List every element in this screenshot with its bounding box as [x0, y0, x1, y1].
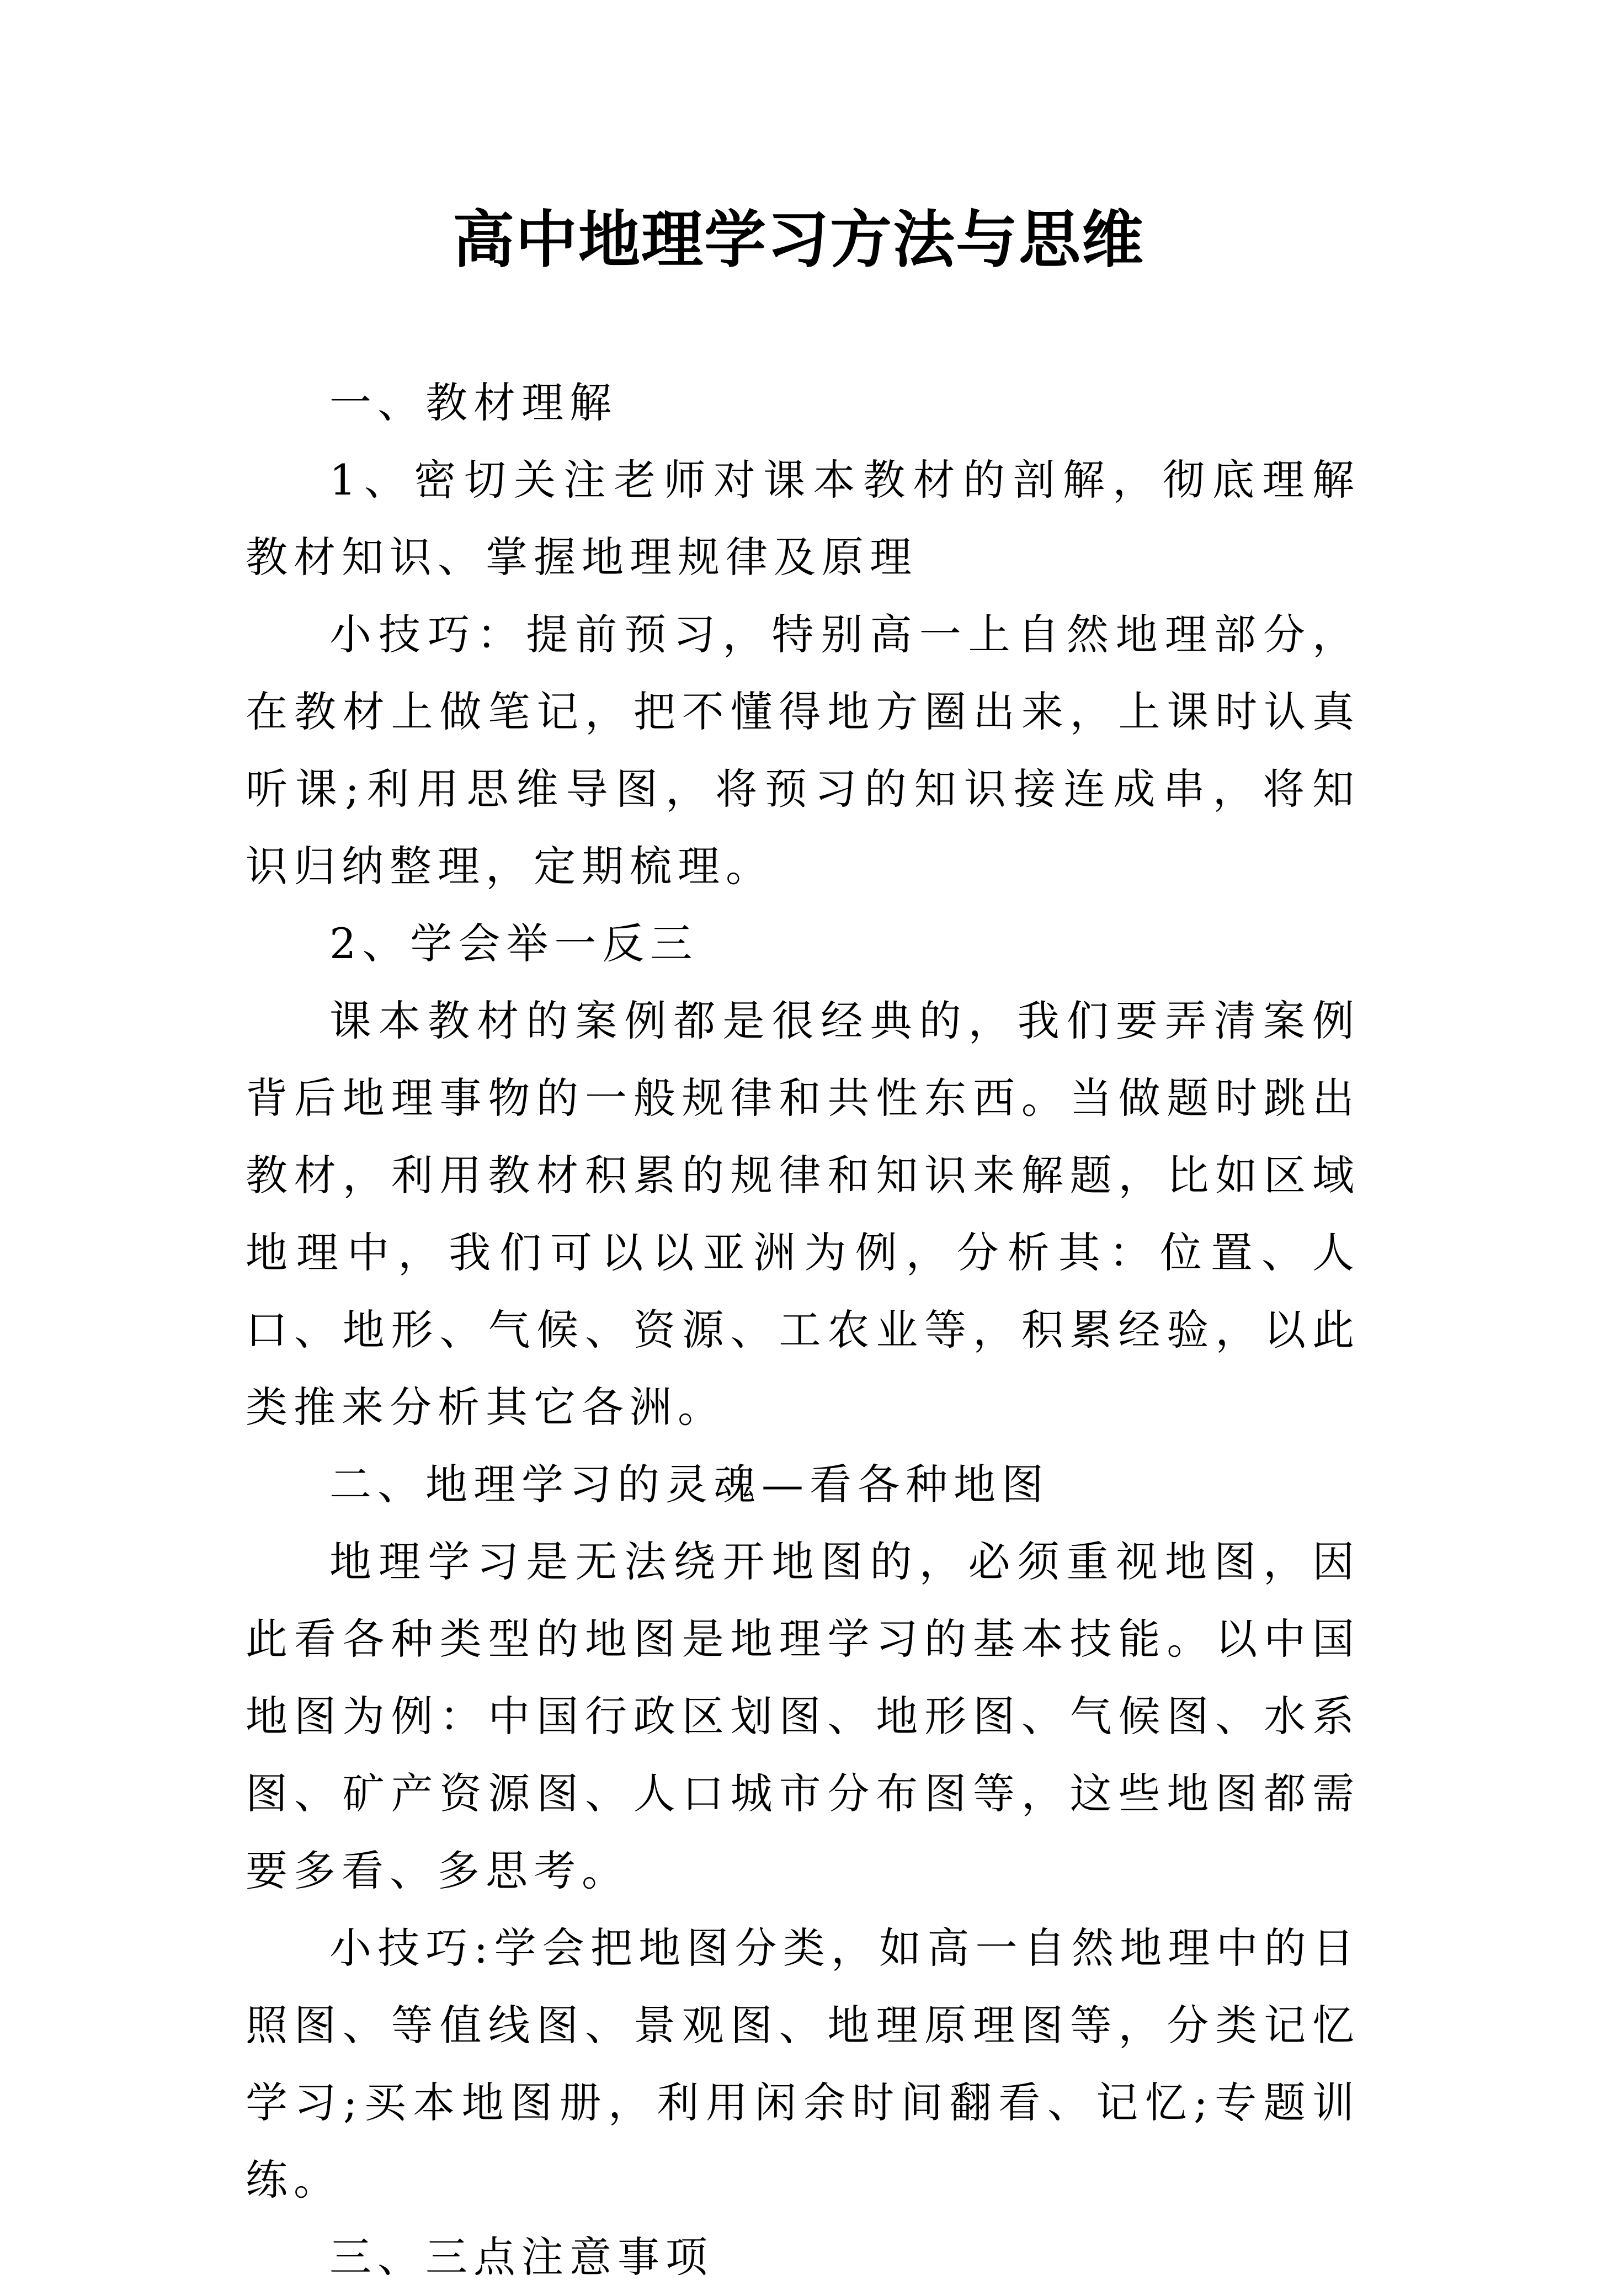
paragraph-point-1: 1、密切关注老师对课本教材的剖解，彻底理解教材知识、掌握地理规律及原理 [246, 455, 1360, 582]
document-title: 高中地理学习方法与思维 [453, 204, 1144, 276]
section-heading-maps: 二、地理学习的灵魂—看各种地图 [329, 1460, 1050, 1509]
section-heading-textbook: 一、教材理解 [329, 378, 617, 427]
section-heading-notes: 三、三点注意事项 [329, 2233, 714, 2282]
paragraph-tip-1: 小技巧：提前预习，特别高一上自然地理部分，在教材上做笔记，把不懂得地方圈出来，上课时认真听课;利用思维导图，将预习的知识接连成串，将知识归纳整理，定期梳理。 [246, 610, 1360, 891]
paragraph-cases: 课本教材的案例都是很经典的，我们要弄清案例背后地理事物的一般规律和共性东西。当做题时跳出教材，利用教材积累的规律和知识来解题，比如区域地理中，我们可以以亚洲为例，分析其：位置、人口、地形、气候、资源、工农业等，积累经验，以此类推来分析其它各洲。 [246, 996, 1360, 1432]
paragraph-maps: 地理学习是无法绕开地图的，必须重视地图，因此看各种类型的地图是地理学习的基本技能。以中国地图为例：中国行政区划图、地形图、气候图、水系图、矿产资源图、人口城市分布图等，这些地图都需要多看、多思考。 [246, 1537, 1360, 1895]
paragraph-point-2: 2、学会举一反三 [329, 919, 699, 968]
paragraph-tip-2: 小技巧:学会把地图分类，如高一自然地理中的日照图、等值线图、景观图、地理原理图等，分类记忆学习;买本地图册，利用闲余时间翻看、记忆;专题训练。 [246, 1923, 1360, 2204]
document-body [246, 364, 1360, 2296]
